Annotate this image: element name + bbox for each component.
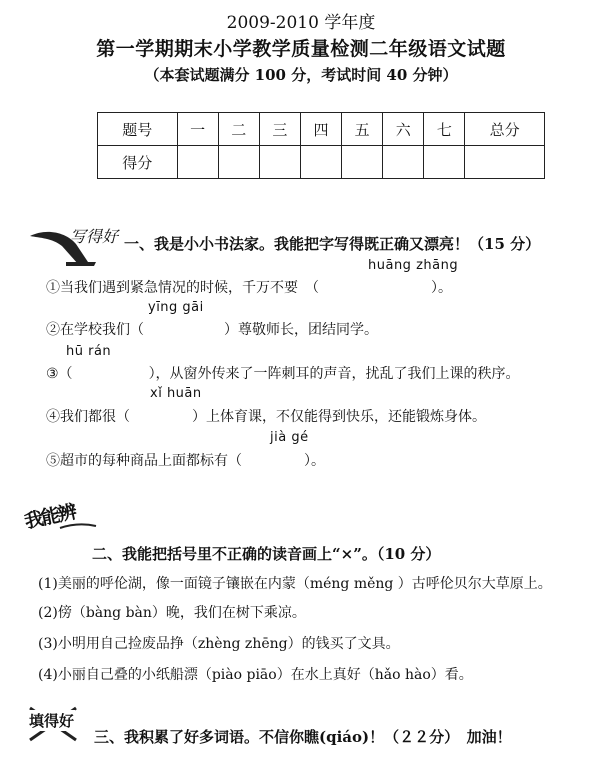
can-distinguish-logo <box>24 500 100 534</box>
s1-item-4: ④我们都很（ ）上体育课，不仅能得到快乐，还能锻炼身体。 <box>46 409 486 425</box>
year-line: 2009-2010 学年度 <box>226 13 376 33</box>
score-cell-q1: 一 <box>177 113 218 146</box>
exam-note: （本套试题满分 100 分，考试时间 40 分钟） <box>144 66 458 84</box>
can-distinguish-logo-text: 我能辨 <box>22 500 78 534</box>
score-input-total[interactable] <box>465 146 545 179</box>
score-cell-total: 总分 <box>465 113 545 146</box>
pinyin-1: huāng zhāng <box>368 258 459 273</box>
score-input-q5[interactable] <box>342 146 383 179</box>
s1-item-5: ⑤超市的每种商品上面都标有（ ）。 <box>46 453 325 469</box>
underline-swoosh-icon <box>58 520 98 532</box>
fill-well-logo <box>22 704 84 744</box>
score-cell-q3: 三 <box>259 113 300 146</box>
score-input-q6[interactable] <box>383 146 424 179</box>
score-input-q3[interactable] <box>259 146 300 179</box>
exam-title: 第一学期期末小学教学质量检测二年级语文试题 <box>96 38 506 60</box>
s1-item-3: ③（ ），从窗外传来了一阵刺耳的声音，扰乱了我们上课的秩序。 <box>46 366 520 382</box>
write-well-logo <box>26 222 122 268</box>
score-input-q1[interactable] <box>177 146 218 179</box>
pinyin-4: xǐ huān <box>150 386 202 401</box>
score-input-q4[interactable] <box>300 146 341 179</box>
score-table-score-row <box>98 146 545 179</box>
score-cell-q4: 四 <box>300 113 341 146</box>
score-input-q2[interactable] <box>218 146 259 179</box>
pinyin-5: jià gé <box>270 430 309 445</box>
score-cell-label: 题号 <box>98 113 178 146</box>
score-table <box>97 112 545 179</box>
score-cell-q7: 七 <box>424 113 465 146</box>
fill-well-logo-text: 填得好 <box>29 712 75 730</box>
write-well-logo-text: 写得好 <box>70 227 119 246</box>
s2-item-2: (2)傍（bàng bàn）晚，我们在树下乘凉。 <box>38 605 306 621</box>
section2-heading: 二、我能把括号里不正确的读音画上“×”。（10 分） <box>92 545 441 563</box>
s2-item-1: (1)美丽的呼伦湖，像一面镜子镶嵌在内蒙（méng měng ）古呼伦贝尔大草原上。 <box>38 576 552 592</box>
s1-item-2: ②在学校我们（ ）尊敬师长，团结同学。 <box>46 322 378 338</box>
score-table-header-row <box>98 113 545 146</box>
score-cell-q2: 二 <box>218 113 259 146</box>
s2-item-3: (3)小明用自己捡废品挣（zhèng zhēng）的钱买了文具。 <box>38 636 400 652</box>
score-cell-q5: 五 <box>342 113 383 146</box>
section3-heading: 三、我积累了好多词语。不信你瞧(qiáo)！（２２分） 加油！ <box>94 728 512 746</box>
score-input-q7[interactable] <box>424 146 465 179</box>
score-cell-q6: 六 <box>383 113 424 146</box>
pinyin-3: hū rán <box>66 344 112 359</box>
section1-heading: 一、我是小小书法家。我能把字写得既正确又漂亮！（15 分） <box>124 235 541 253</box>
s2-item-4: (4)小丽自己叠的小纸船漂（piào piāo）在水上真好（hǎo hào）看。 <box>38 667 473 683</box>
score-row-label: 得分 <box>98 146 178 179</box>
s1-item-1: ①当我们遇到紧急情况的时候，千万不要 （ ）。 <box>46 280 452 296</box>
pinyin-2: yīng gāi <box>148 300 204 315</box>
